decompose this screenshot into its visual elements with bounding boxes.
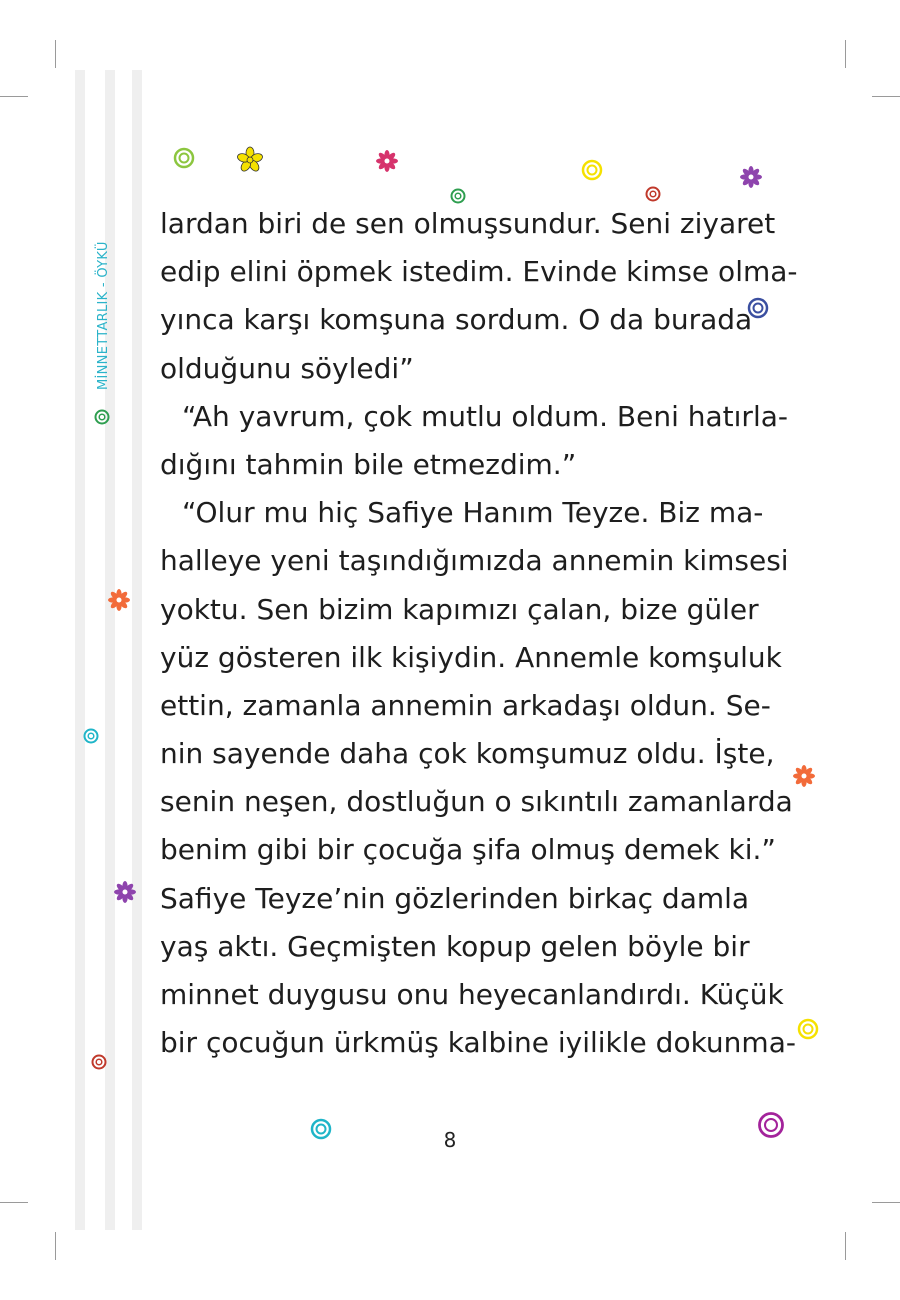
crop-mark bbox=[872, 96, 900, 97]
text-line: halleye yeni taşındığımızda annemin kimsesi bbox=[160, 544, 789, 578]
crop-mark bbox=[845, 40, 846, 68]
text-line: yüz gösteren ilk kişiydin. Annemle komşuluk bbox=[160, 640, 782, 674]
flower-icon bbox=[374, 148, 400, 174]
flower-icon bbox=[236, 146, 264, 174]
text-line: benim gibi bir çocuğa şifa olmuş demek ki.” bbox=[160, 833, 776, 867]
text-line: “Olur mu hiç Safiye Hanım Teyze. Biz ma- bbox=[182, 496, 764, 530]
story-text bbox=[160, 200, 798, 1067]
text-line: dığını tahmin bile etmezdim.” bbox=[160, 447, 577, 481]
flower-icon bbox=[791, 763, 817, 789]
flower-icon bbox=[738, 164, 764, 190]
crop-mark bbox=[0, 1202, 28, 1203]
crop-mark bbox=[0, 96, 28, 97]
text-line: Safiye Teyze’nin gözlerinden birkaç damla bbox=[160, 881, 750, 915]
text-line: minnet duygusu onu heyecanlandırdı. Küçük bbox=[160, 978, 784, 1011]
ring-icon bbox=[172, 146, 196, 170]
ring-icon bbox=[580, 158, 604, 182]
side-stripe bbox=[132, 70, 142, 1230]
text-line: yınca karşı komşuna sordum. O da burada bbox=[160, 303, 753, 337]
page-number: 8 bbox=[443, 1128, 457, 1152]
text-line: bir çocuğun ürkmüş kalbine iyilikle dokunma- bbox=[160, 1026, 796, 1060]
side-stripe bbox=[75, 70, 85, 1230]
crop-mark bbox=[55, 1232, 56, 1260]
flower-icon bbox=[106, 587, 132, 613]
ring-icon bbox=[90, 1053, 108, 1071]
text-line: yaş aktı. Geçmişten kopup gelen böyle bir bbox=[160, 929, 750, 963]
text-line: senin neşen, dostluğun o sıkıntılı zamanlarda bbox=[160, 785, 793, 819]
crop-mark bbox=[55, 40, 56, 68]
running-header: MİNNETTARLIK - ÖYKÜ bbox=[96, 241, 111, 390]
text-line: “Ah yavrum, çok mutlu oldum. Beni hatırla- bbox=[182, 399, 788, 433]
ring-icon bbox=[82, 727, 100, 745]
crop-mark bbox=[845, 1232, 846, 1260]
ring-icon bbox=[756, 1110, 786, 1140]
ring-icon bbox=[309, 1117, 333, 1141]
ring-icon bbox=[93, 408, 111, 426]
text-line: lardan biri de sen olmuşsundur. Seni ziyaret bbox=[160, 207, 776, 240]
text-line: nin sayende daha çok komşumuz oldu. İşte, bbox=[160, 737, 775, 771]
ring-icon bbox=[796, 1017, 820, 1041]
text-line: edip elini öpmek istedim. Evinde kimse olma- bbox=[160, 255, 798, 289]
text-line: yoktu. Sen bizim kapımızı çalan, bize güler bbox=[160, 592, 759, 626]
text-line: olduğunu söyledi” bbox=[160, 351, 414, 385]
flower-icon bbox=[112, 879, 138, 905]
text-line: ettin, zamanla annemin arkadaşı oldun. Se- bbox=[160, 688, 771, 722]
crop-mark bbox=[872, 1202, 900, 1203]
